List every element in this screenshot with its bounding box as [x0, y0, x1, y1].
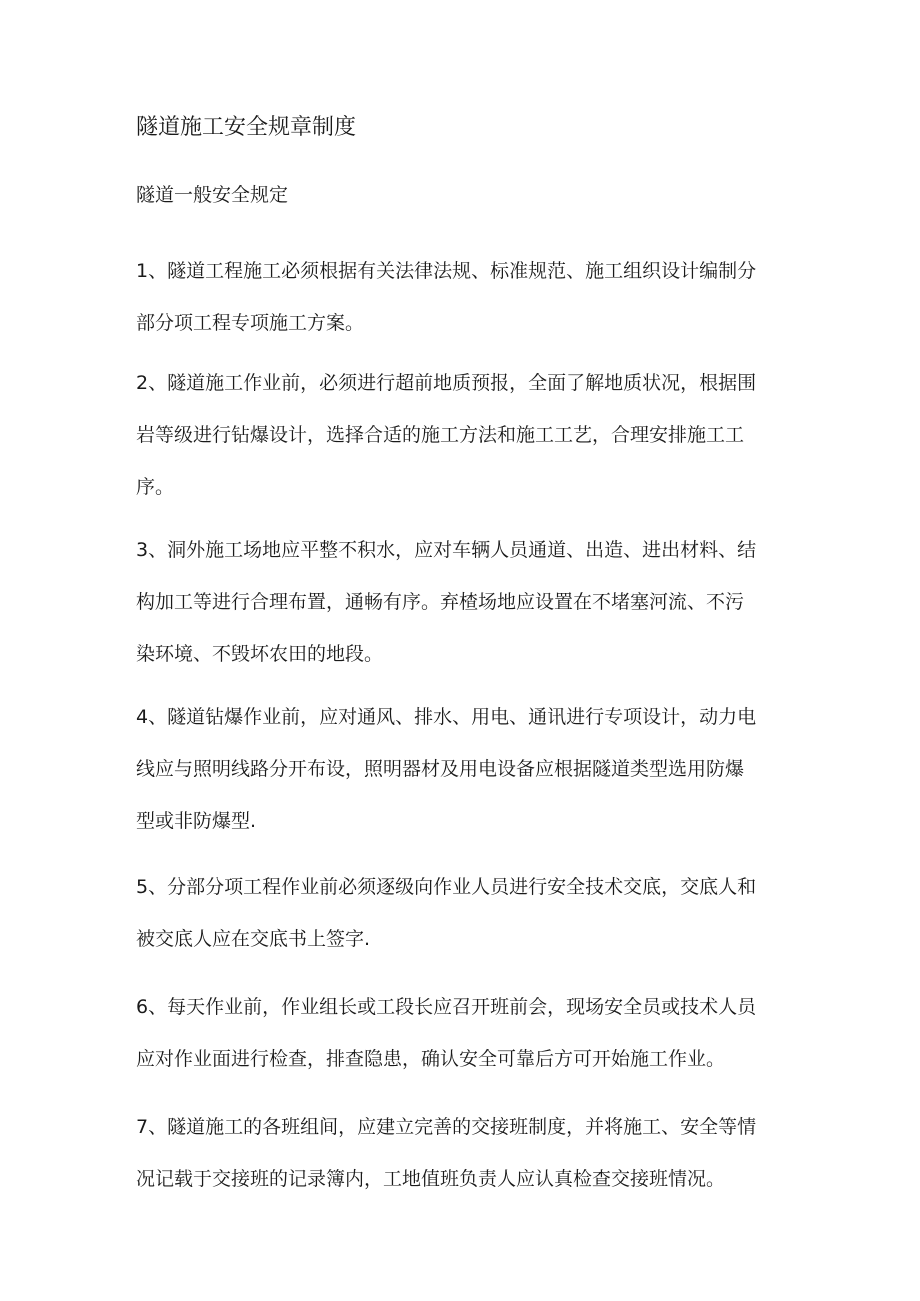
- paragraph-line: 4、隧道钻爆作业前，应对通风、排水、用电、通讯进行专项设计，动力电: [136, 706, 757, 728]
- paragraph-1: [136, 245, 796, 349]
- paragraph-5: [136, 861, 796, 965]
- paragraph-line: 型或非防爆型.: [136, 810, 257, 832]
- paragraph-line: 7、隧道施工的各班组间，应建立完善的交接班制度，并将施工、安全等情: [136, 1116, 757, 1138]
- section-heading: 隧道一般安全规定: [136, 184, 289, 206]
- paragraph-line: 序。: [136, 476, 175, 498]
- paragraph-6: [136, 981, 796, 1085]
- paragraph-line: 5、分部分项工程作业前必须逐级向作业人员进行安全技术交底，交底人和: [136, 876, 757, 898]
- paragraph-line: 1、隧道工程施工必须根据有关法律法规、标准规范、施工组织设计编制分: [136, 260, 757, 282]
- paragraph-line: 6、每天作业前，作业组长或工段长应召开班前会，现场安全员或技术人员: [136, 996, 757, 1018]
- paragraph-line: 2、隧道施工作业前，必须进行超前地质预报，全面了解地质状况，根据围: [136, 372, 757, 394]
- paragraph-line: 3、洞外施工场地应平整不积水，应对车辆人员通道、出造、进出材料、结: [136, 539, 757, 561]
- paragraph-line: 被交底人应在交底书上签字.: [136, 928, 371, 950]
- paragraph-line: 染环境、不毁坏农田的地段。: [136, 643, 384, 665]
- paragraph-7: [136, 1101, 796, 1205]
- paragraph-line: 线应与照明线路分开布设，照明器材及用电设备应根据隧道类型选用防爆: [136, 758, 745, 780]
- paragraph-2: [136, 357, 796, 513]
- paragraph-4: [136, 691, 796, 847]
- paragraph-line: 岩等级进行钻爆设计，选择合适的施工方法和施工工艺，合理安排施工工: [136, 424, 745, 446]
- paragraph-line: 部分项工程专项施工方案。: [136, 312, 365, 334]
- paragraph-line: 况记载于交接班的记录簿内，工地值班负责人应认真检查交接班情况。: [136, 1168, 726, 1190]
- paragraph-3: [136, 524, 796, 680]
- document-title: 隧道施工安全规章制度: [136, 115, 357, 140]
- paragraph-line: 应对作业面进行检查，排查隐患，确认安全可靠后方可开始施工作业。: [136, 1048, 726, 1070]
- paragraph-line: 构加工等进行合理布置，通畅有序。弃楂场地应设置在不堵塞河流、不污: [136, 591, 745, 613]
